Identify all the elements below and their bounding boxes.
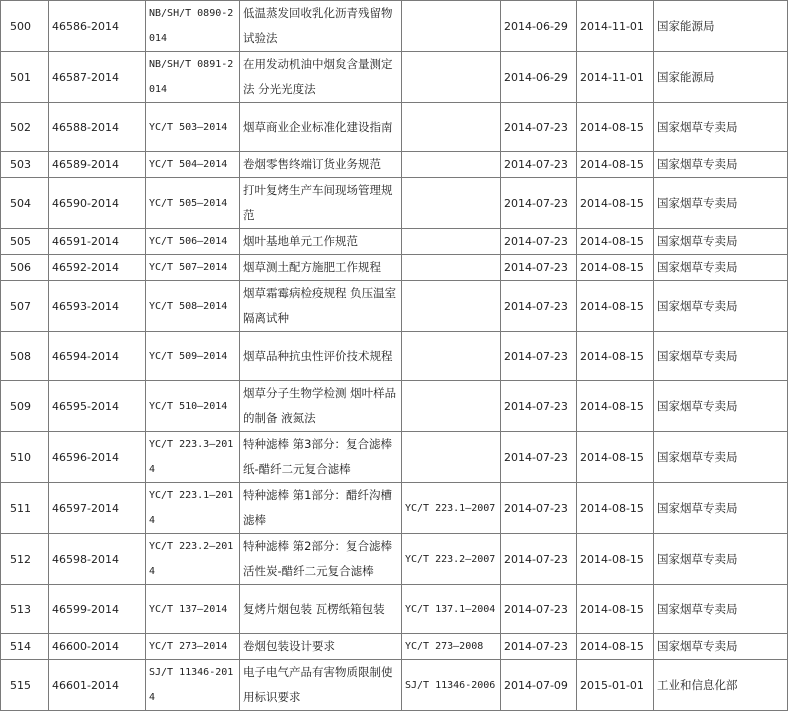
cell-record-id: 46594-2014 — [49, 332, 146, 381]
cell-department: 国家烟草专卖局 — [654, 534, 788, 585]
cell-issue-date: 2014-07-23 — [501, 152, 577, 178]
cell-standard-code: YC/T 508—2014 — [146, 281, 240, 332]
cell-record-id: 46598-2014 — [49, 534, 146, 585]
cell-number: 514 — [1, 634, 49, 660]
cell-standard-code: YC/T 510—2014 — [146, 381, 240, 432]
table-row — [1, 152, 788, 178]
cell-department: 国家能源局 — [654, 1, 788, 52]
table-row — [1, 332, 788, 381]
cell-replaced-standard: YC/T 223.1—2007 — [402, 483, 501, 534]
cell-replaced-standard — [402, 229, 501, 255]
cell-record-id: 46599-2014 — [49, 585, 146, 634]
table-row — [1, 432, 788, 483]
cell-replaced-standard — [402, 332, 501, 381]
cell-number: 500 — [1, 1, 49, 52]
cell-standard-code: YC/T 223.2—2014 — [146, 534, 240, 585]
cell-standard-code: YC/T 504—2014 — [146, 152, 240, 178]
cell-record-id: 46588-2014 — [49, 103, 146, 152]
cell-standard-code: YC/T 503—2014 — [146, 103, 240, 152]
cell-department: 国家烟草专卖局 — [654, 381, 788, 432]
cell-number: 507 — [1, 281, 49, 332]
table-row — [1, 660, 788, 711]
cell-replaced-standard — [402, 281, 501, 332]
cell-standard-name: 低温蒸发回收乳化沥青残留物试验法 — [240, 1, 402, 52]
cell-standard-name: 打叶复烤生产车间现场管理规范 — [240, 178, 402, 229]
cell-standard-name: 卷烟包装设计要求 — [240, 634, 402, 660]
cell-number: 510 — [1, 432, 49, 483]
cell-record-id: 46593-2014 — [49, 281, 146, 332]
cell-effective-date: 2014-08-15 — [577, 634, 654, 660]
cell-standard-code: YC/T 223.3—2014 — [146, 432, 240, 483]
cell-standard-name: 卷烟零售终端订货业务规范 — [240, 152, 402, 178]
cell-standard-code: YC/T 506—2014 — [146, 229, 240, 255]
cell-standard-name: 烟叶基地单元工作规范 — [240, 229, 402, 255]
cell-standard-code: YC/T 273—2014 — [146, 634, 240, 660]
cell-issue-date: 2014-07-23 — [501, 483, 577, 534]
cell-effective-date: 2014-11-01 — [577, 52, 654, 103]
table-row — [1, 381, 788, 432]
cell-effective-date: 2014-08-15 — [577, 585, 654, 634]
cell-issue-date: 2014-07-23 — [501, 255, 577, 281]
table-row — [1, 103, 788, 152]
cell-replaced-standard: YC/T 137.1—2004 — [402, 585, 501, 634]
cell-issue-date: 2014-07-23 — [501, 103, 577, 152]
cell-effective-date: 2014-08-15 — [577, 178, 654, 229]
cell-department: 国家烟草专卖局 — [654, 634, 788, 660]
cell-replaced-standard: YC/T 273—2008 — [402, 634, 501, 660]
cell-number: 504 — [1, 178, 49, 229]
cell-department: 国家烟草专卖局 — [654, 585, 788, 634]
cell-issue-date: 2014-07-23 — [501, 432, 577, 483]
cell-issue-date: 2014-06-29 — [501, 52, 577, 103]
cell-number: 511 — [1, 483, 49, 534]
cell-department: 国家烟草专卖局 — [654, 152, 788, 178]
cell-standard-name: 电子电气产品有害物质限制使用标识要求 — [240, 660, 402, 711]
cell-replaced-standard — [402, 381, 501, 432]
cell-effective-date: 2014-08-15 — [577, 432, 654, 483]
cell-standard-name: 在用发动机油中烟炱含量测定法 分光光度法 — [240, 52, 402, 103]
cell-department: 国家烟草专卖局 — [654, 103, 788, 152]
cell-record-id: 46600-2014 — [49, 634, 146, 660]
cell-replaced-standard — [402, 52, 501, 103]
cell-replaced-standard: YC/T 223.2—2007 — [402, 534, 501, 585]
cell-standard-code: NB/SH/T 0891-2014 — [146, 52, 240, 103]
cell-effective-date: 2015-01-01 — [577, 660, 654, 711]
cell-standard-code: YC/T 505—2014 — [146, 178, 240, 229]
cell-number: 506 — [1, 255, 49, 281]
cell-effective-date: 2014-08-15 — [577, 534, 654, 585]
cell-department: 国家烟草专卖局 — [654, 432, 788, 483]
cell-issue-date: 2014-06-29 — [501, 1, 577, 52]
cell-standard-name: 烟草分子生物学检测 烟叶样品的制备 液氮法 — [240, 381, 402, 432]
cell-number: 513 — [1, 585, 49, 634]
cell-number: 503 — [1, 152, 49, 178]
cell-record-id: 46586-2014 — [49, 1, 146, 52]
cell-effective-date: 2014-08-15 — [577, 103, 654, 152]
table-row — [1, 634, 788, 660]
cell-standard-name: 烟草测土配方施肥工作规程 — [240, 255, 402, 281]
cell-effective-date: 2014-08-15 — [577, 255, 654, 281]
cell-department: 国家烟草专卖局 — [654, 332, 788, 381]
cell-standard-name: 烟草品种抗虫性评价技术规程 — [240, 332, 402, 381]
cell-standard-name: 特种滤棒 第1部分：醋纤沟槽滤棒 — [240, 483, 402, 534]
cell-department: 国家烟草专卖局 — [654, 178, 788, 229]
cell-standard-name: 特种滤棒 第2部分：复合滤棒 活性炭-醋纤二元复合滤棒 — [240, 534, 402, 585]
cell-record-id: 46595-2014 — [49, 381, 146, 432]
cell-standard-code: SJ/T 11346-2014 — [146, 660, 240, 711]
table-row — [1, 585, 788, 634]
cell-issue-date: 2014-07-23 — [501, 229, 577, 255]
cell-issue-date: 2014-07-23 — [501, 178, 577, 229]
table-row — [1, 229, 788, 255]
cell-record-id: 46592-2014 — [49, 255, 146, 281]
cell-effective-date: 2014-08-15 — [577, 152, 654, 178]
cell-issue-date: 2014-07-23 — [501, 534, 577, 585]
cell-effective-date: 2014-08-15 — [577, 483, 654, 534]
cell-number: 508 — [1, 332, 49, 381]
cell-number: 509 — [1, 381, 49, 432]
cell-replaced-standard — [402, 432, 501, 483]
cell-department: 国家烟草专卖局 — [654, 229, 788, 255]
cell-standard-code: YC/T 223.1—2014 — [146, 483, 240, 534]
table-row — [1, 534, 788, 585]
cell-issue-date: 2014-07-23 — [501, 381, 577, 432]
cell-record-id: 46601-2014 — [49, 660, 146, 711]
cell-standard-code: YC/T 137—2014 — [146, 585, 240, 634]
cell-replaced-standard — [402, 1, 501, 52]
cell-replaced-standard: SJ/T 11346-2006 — [402, 660, 501, 711]
cell-replaced-standard — [402, 255, 501, 281]
cell-record-id: 46597-2014 — [49, 483, 146, 534]
cell-issue-date: 2014-07-23 — [501, 332, 577, 381]
cell-replaced-standard — [402, 103, 501, 152]
cell-record-id: 46587-2014 — [49, 52, 146, 103]
cell-replaced-standard — [402, 152, 501, 178]
cell-standard-code: YC/T 509—2014 — [146, 332, 240, 381]
table-row — [1, 255, 788, 281]
cell-record-id: 46590-2014 — [49, 178, 146, 229]
cell-effective-date: 2014-08-15 — [577, 381, 654, 432]
standards-table-body — [1, 1, 788, 711]
cell-issue-date: 2014-07-23 — [501, 634, 577, 660]
cell-number: 501 — [1, 52, 49, 103]
table-row — [1, 178, 788, 229]
cell-standard-name: 复烤片烟包装 瓦楞纸箱包装 — [240, 585, 402, 634]
cell-standard-code: NB/SH/T 0890-2014 — [146, 1, 240, 52]
cell-number: 512 — [1, 534, 49, 585]
cell-record-id: 46591-2014 — [49, 229, 146, 255]
cell-number: 502 — [1, 103, 49, 152]
cell-standard-code: YC/T 507—2014 — [146, 255, 240, 281]
cell-number: 505 — [1, 229, 49, 255]
cell-department: 国家能源局 — [654, 52, 788, 103]
cell-issue-date: 2014-07-23 — [501, 281, 577, 332]
cell-department: 国家烟草专卖局 — [654, 255, 788, 281]
cell-issue-date: 2014-07-09 — [501, 660, 577, 711]
cell-effective-date: 2014-08-15 — [577, 229, 654, 255]
table-row — [1, 483, 788, 534]
cell-department: 国家烟草专卖局 — [654, 483, 788, 534]
cell-issue-date: 2014-07-23 — [501, 585, 577, 634]
cell-standard-name: 烟草商业企业标准化建设指南 — [240, 103, 402, 152]
cell-department: 工业和信息化部 — [654, 660, 788, 711]
cell-number: 515 — [1, 660, 49, 711]
table-row — [1, 52, 788, 103]
cell-standard-name: 特种滤棒 第3部分：复合滤棒 纸-醋纤二元复合滤棒 — [240, 432, 402, 483]
cell-effective-date: 2014-11-01 — [577, 1, 654, 52]
cell-record-id: 46596-2014 — [49, 432, 146, 483]
cell-effective-date: 2014-08-15 — [577, 281, 654, 332]
cell-standard-name: 烟草霜霉病检疫规程 负压温室隔离试种 — [240, 281, 402, 332]
cell-replaced-standard — [402, 178, 501, 229]
cell-effective-date: 2014-08-15 — [577, 332, 654, 381]
cell-record-id: 46589-2014 — [49, 152, 146, 178]
table-row — [1, 281, 788, 332]
cell-department: 国家烟草专卖局 — [654, 281, 788, 332]
table-row — [1, 1, 788, 52]
